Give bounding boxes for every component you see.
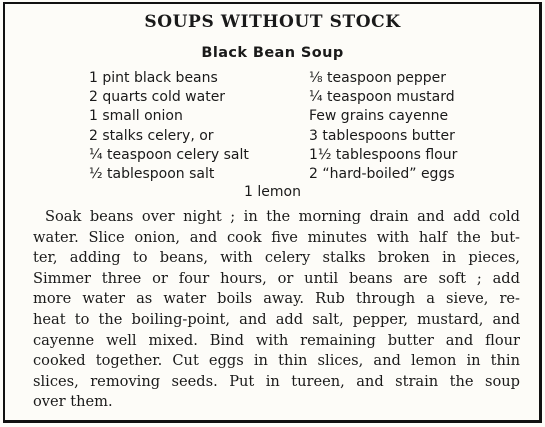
ingredient-item: 2 “hard-boiled” eggs	[309, 165, 455, 182]
ingredient-item: 1½ tablespoons flour	[309, 146, 458, 163]
instruction-line: heat to the boiling-point, and add salt, pepper, mustard, and	[33, 310, 520, 328]
ingredient-item: 1 pint black beans	[89, 70, 218, 86]
instruction-line: over them.	[33, 393, 113, 411]
ingredient-item: ¼ teaspoon mustard	[309, 89, 455, 106]
ingredient-item: ¼ teaspoon celery salt	[89, 146, 249, 163]
instruction-line: more water as water boils away. Rub through a sieve, re-	[33, 290, 520, 308]
instructions-paragraph	[33, 207, 520, 413]
section-heading: SOUPS WITHOUT STOCK	[144, 12, 401, 32]
recipe-title: Black Bean Soup	[201, 45, 344, 61]
ingredient-item: 2 quarts cold water	[89, 89, 226, 106]
ingredients-right-column	[309, 69, 457, 184]
ingredient-item: Few grains cayenne	[309, 108, 449, 125]
instruction-line: cooked together. Cut eggs in thin slices, and lemon in thin	[33, 352, 520, 370]
instruction-line: water. Slice onion, and cook five minutes with half the but-	[33, 228, 520, 246]
instruction-line: Soak beans over night ; in the morning drain and add cold	[45, 208, 520, 225]
ingredient-item-lemon: 1 lemon	[244, 184, 301, 200]
instruction-line: slices, removing seeds. Put in tureen, and strain the soup	[33, 372, 520, 390]
ingredients-left-column	[89, 69, 249, 184]
ingredient-item: ⅛ teaspoon pepper	[309, 70, 446, 86]
ingredient-item: ½ tablespoon salt	[89, 165, 215, 182]
instruction-line: cayenne well mixed. Bind with remaining butter and flour	[33, 331, 520, 349]
ingredient-item: 3 tablespoons butter	[309, 127, 455, 144]
instruction-line: ter, adding to beans, with celery stalks broken in pieces,	[33, 249, 520, 267]
ingredient-item: 1 small onion	[89, 108, 183, 125]
ingredient-item: 2 stalks celery, or	[89, 127, 214, 144]
instruction-line: Simmer three or four hours, or until beans are soft ; add	[33, 269, 520, 287]
